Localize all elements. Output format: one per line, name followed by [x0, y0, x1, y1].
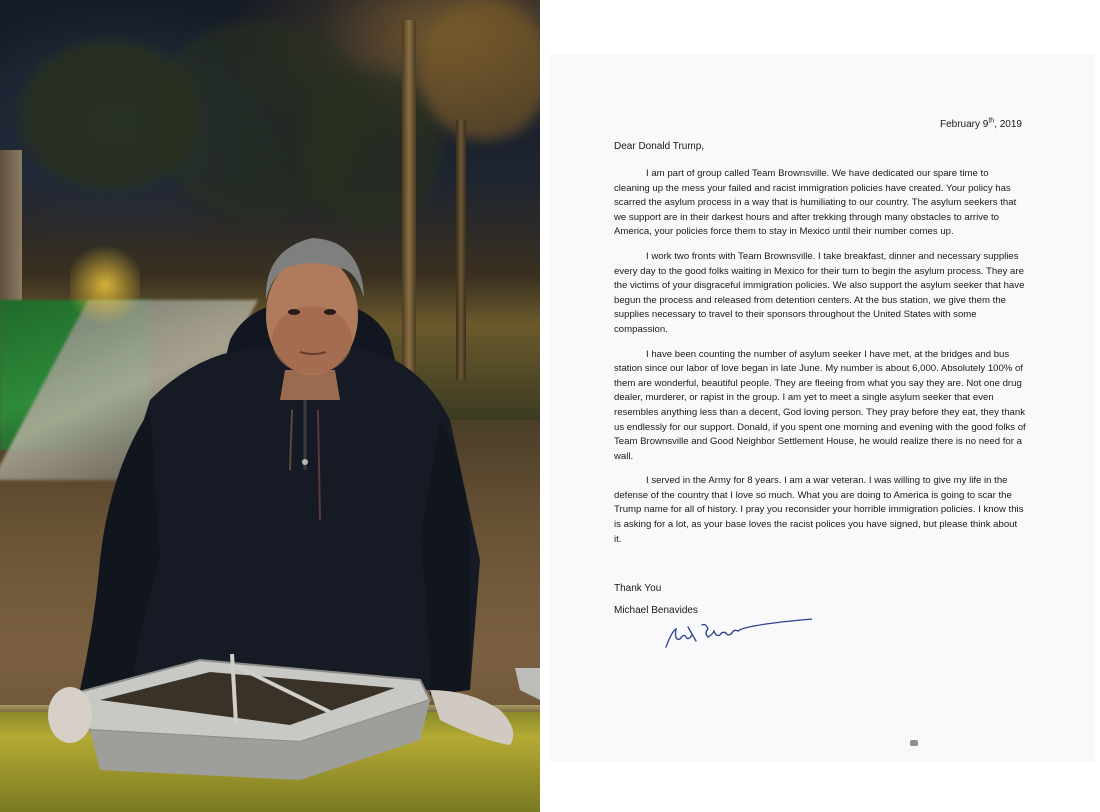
- right-glove: [430, 690, 513, 745]
- signer-name: Michael Benavides: [614, 605, 698, 616]
- date-suffix: th: [988, 117, 995, 125]
- paragraph: I have been counting the number of asylum seeker I have met, at the bridges and bus station since our labor of love began in late June. My number is about 6,000. Absolutely 100% of them are wonderful, beautiful people. They are fleeing from what you say they are. Not one drug dealer, murderer, or rapist in the group. I am yet to meet a single asylum seeker that even resembles anything less than a decent, God loving person. They pray before they eat, they thank us endlessly for our support. Donald, if you spent one morning and evening with the good folks of Team Brownsville and Good Neighbor Settlement House, he would realize there is no need for a wall.: [614, 348, 1026, 462]
- handwritten-signature: [662, 611, 812, 653]
- letter-date: [939, 117, 1022, 130]
- paragraph: I am part of group called Team Brownsville. We have dedicated our spare time to cleaning up the mess your failed and racist immigration policies have created. Your policy has scarred the asylum process in a way that is humiliating to our country. The asylum seekers that we support are in their darkest hours and after trekking through many obstacles to arrive to America, your policies force them to stay in Mexico until their number comes up.: [614, 168, 1017, 238]
- letter-page: [550, 55, 1094, 761]
- paper-speck: [910, 740, 918, 746]
- paragraph: I work two fronts with Team Brownsville. I take breakfast, dinner and necessary supplies every day to the good folks waiting in Mexico for their turn to begin the asylum process. They are the victims of your disgraceful immigration policies. We also support the asylum seeker that have begun the process and released from detention centers. At the bus station, we give them the supplies necessary to travel to their sponsors throughout the United States with some compassion.: [614, 250, 1025, 335]
- left-glove: [48, 687, 92, 743]
- letter-body: [614, 167, 1026, 557]
- second-tray: [515, 668, 540, 700]
- signature-stroke: [666, 619, 812, 647]
- portrait-photo: [0, 0, 540, 812]
- date-year: , 2019: [994, 119, 1022, 130]
- letter-greeting: Dear Donald Trump,: [614, 141, 705, 152]
- foil-tray: [0, 0, 540, 812]
- letter-closing: Thank You: [614, 583, 662, 594]
- date-day: February 9: [939, 119, 989, 130]
- paragraph: I served in the Army for 8 years. I am a war veteran. I was willing to give my life in the defense of the country that I love so much. What you are doing to America is going to scar the Trump name for all of history. I pray you reconsider your horrible immigration policies. I know this is asking for a lot, as your base loves the racist polices you have signed, but please think about it.: [614, 475, 1024, 545]
